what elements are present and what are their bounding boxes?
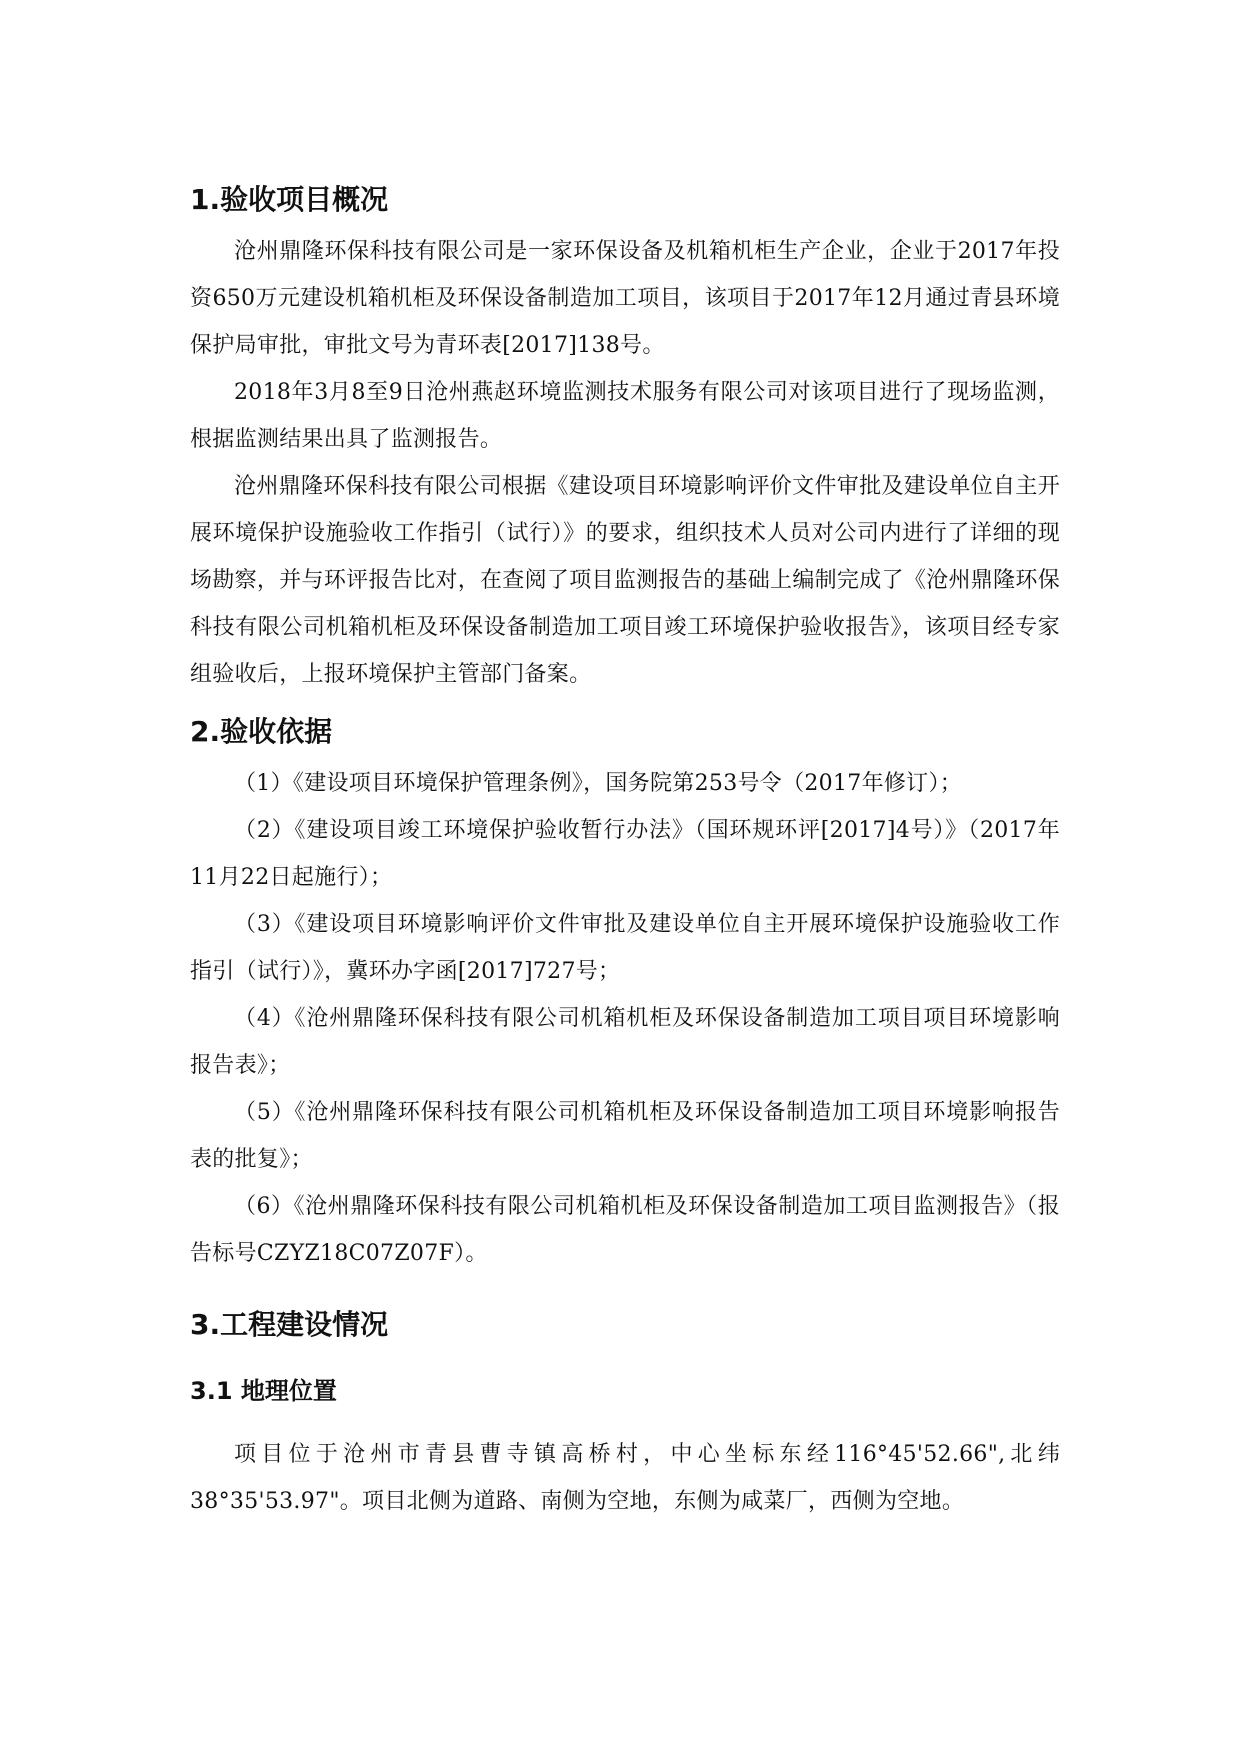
reference-item: （6）《沧州鼎隆环保科技有限公司机箱机柜及环保设备制造加工项目监测报告》（报告标号CZYZ18C07Z07F）。 bbox=[190, 1194, 1060, 1266]
reference-item: （4）《沧州鼎隆环保科技有限公司机箱机柜及环保设备制造加工项目项目环境影响报告表》； bbox=[190, 1006, 1060, 1078]
reference-item: （3）《建设项目环境影响评价文件审批及建设单位自主开展环境保护设施验收工作指引（试行）》，冀环办字函[2017]727号； bbox=[190, 912, 1060, 984]
section-project-overview bbox=[190, 170, 1060, 698]
reference-item: （5）《沧州鼎隆环保科技有限公司机箱机柜及环保设备制造加工项目环境影响报告表的批复》； bbox=[190, 1100, 1060, 1172]
reference-item: （1）《建设项目环境保护管理条例》，国务院第253号令（2017年修订）； bbox=[234, 771, 963, 796]
subsection-heading: 3.1 地理位置 bbox=[190, 1377, 337, 1405]
reference-item: （2）《建设项目竣工环境保护验收暂行办法》（国环规环评[2017]4号）》（2017年11月22日起施行）； bbox=[190, 818, 1060, 890]
section-acceptance-basis bbox=[190, 702, 1060, 1277]
paragraph: 2018年3月8至9日沧州燕赵环境监测技术服务有限公司对该项目进行了现场监测，根据监测结果出具了监测报告。 bbox=[190, 380, 1060, 452]
section-heading: 2.验收依据 bbox=[190, 715, 333, 748]
section-heading: 3.工程建设情况 bbox=[190, 1308, 389, 1341]
section-construction-status bbox=[190, 1295, 1060, 1525]
paragraph: 沧州鼎隆环保科技有限公司根据《建设项目环境影响评价文件审批及建设单位自主开展环境保护设施验收工作指引（试行）》的要求，组织技术人员对公司内进行了详细的现场勘察，并与环评报告比对，在查阅了项目监测报告的基础上编制完成了《沧州鼎隆环保科技有限公司机箱机柜及环保设备制造加工项目竣工环境保护验收报告》，该项目经专家组验收后，上报环境保护主管部门备案。 bbox=[190, 474, 1060, 687]
paragraph: 沧州鼎隆环保科技有限公司是一家环保设备及机箱机柜生产企业，企业于2017年投资650万元建设机箱机柜及环保设备制造加工项目，该项目于2017年12月通过青县环境保护局审批，审批文号为青环表[2017]138号。 bbox=[190, 239, 1060, 358]
paragraph: 项目位于沧州市青县曹寺镇高桥村，中心坐标东经116°45'52.66",北纬38°35'53.97"。项目北侧为道路、南侧为空地，东侧为咸菜厂，西侧为空地。 bbox=[190, 1442, 1060, 1514]
document-page bbox=[190, 170, 1060, 1525]
section-heading: 1.验收项目概况 bbox=[190, 183, 389, 216]
